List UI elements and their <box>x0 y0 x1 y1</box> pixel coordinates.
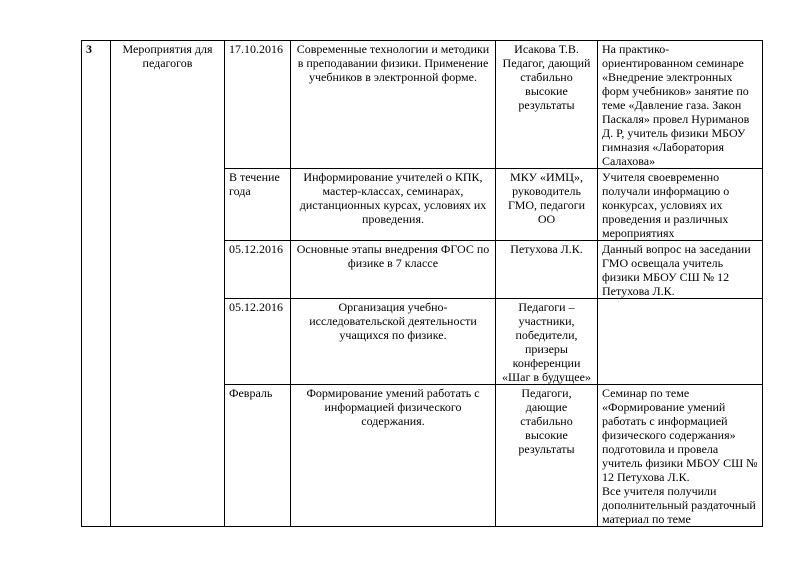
section-number: 3 <box>82 41 111 527</box>
row-date: В течение года <box>225 169 291 241</box>
row-participants: Педагоги – участники, победители, призеры конференции «Шаг в будущее» <box>496 299 598 385</box>
row-participants: МКУ «ИМЦ», руководитель ГМО, педагоги ОО <box>496 169 598 241</box>
section-title: Мероприятия для педагогов <box>111 41 225 527</box>
row-date: 17.10.2016 <box>225 41 291 169</box>
row-result: Учителя своевременно получали информацию о конкурсах, условиях их проведения и различных мероприятиях <box>598 169 763 241</box>
row-participants: Петухова Л.К. <box>496 241 598 299</box>
row-topic: Формирование умений работать с информацией физического содержания. <box>291 385 496 527</box>
row-participants: Исакова Т.В. Педагог, дающий стабильно высокие результаты <box>496 41 598 169</box>
row-topic: Информирование учителей о КПК, мастер-классах, семинарах, дистанционных курсах, условиях их проведения. <box>291 169 496 241</box>
row-participants: Педагоги, дающие стабильно высокие результаты <box>496 385 598 527</box>
row-result <box>598 299 763 385</box>
row-topic: Организация учебно-исследовательской деятельности учащихся по физике. <box>291 299 496 385</box>
row-date: Февраль <box>225 385 291 527</box>
row-date: 05.12.2016 <box>225 241 291 299</box>
row-result: На практико-ориентированном семинаре «Внедрение электронных форм учебников» занятие по теме «Давление газа. Закон Паскаля» провел Нуриманов Д. Р, учитель физики МБОУ гимназия «Лаборатория Салахова» <box>598 41 763 169</box>
row-topic: Современные технологии и методики в преподавании физики. Применение учебников в электронной форме. <box>291 41 496 169</box>
row-date: 05.12.2016 <box>225 299 291 385</box>
row-result: Данный вопрос на заседании ГМО освещала учитель физики МБОУ СШ № 12 Петухова Л.К. <box>598 241 763 299</box>
events-table <box>81 40 763 527</box>
row-result: Семинар по теме «Формирование умений работать с информацией физического содержания» подготовила и провела учитель физики МБОУ СШ № 12 Петухова Л.К. Все учителя получили дополнительный раздаточный материал по теме <box>598 385 763 527</box>
row-topic: Основные этапы внедрения ФГОС по физике в 7 классе <box>291 241 496 299</box>
table-row <box>82 41 763 169</box>
